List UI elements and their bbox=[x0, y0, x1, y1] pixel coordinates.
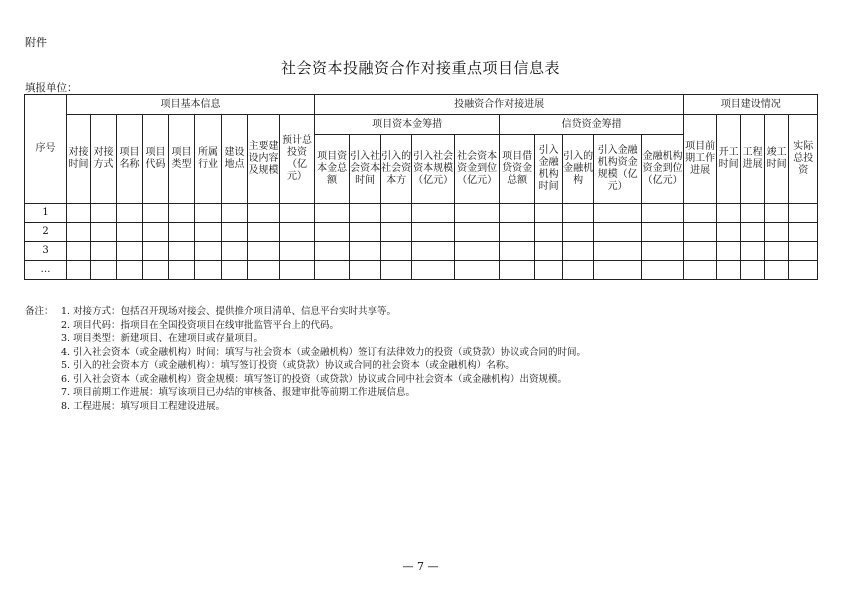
note-text: 引入的社会资本方（或金融机构）：填写签订投资（或贷款）协议或合同的社会资本（或金融机构）名称。 bbox=[73, 360, 515, 371]
note-item bbox=[25, 305, 586, 319]
table-cell[interactable] bbox=[222, 242, 248, 261]
table-cell[interactable] bbox=[563, 204, 594, 223]
table-row bbox=[25, 261, 818, 280]
table-cell[interactable] bbox=[412, 242, 455, 261]
table-cell[interactable] bbox=[412, 204, 455, 223]
table-cell[interactable] bbox=[717, 223, 741, 242]
table-cell[interactable] bbox=[169, 261, 195, 280]
table-cell[interactable] bbox=[717, 261, 741, 280]
table-cell[interactable] bbox=[350, 223, 381, 242]
note-text: 工程进展：填写项目工程建设进展。 bbox=[73, 400, 226, 412]
note-item bbox=[25, 319, 586, 333]
page-number: — 7 — bbox=[402, 560, 439, 573]
table-cell[interactable] bbox=[535, 204, 563, 223]
table-cell[interactable] bbox=[195, 204, 222, 223]
table-cell[interactable] bbox=[684, 261, 717, 280]
table-cell[interactable] bbox=[789, 261, 818, 280]
table-cell[interactable] bbox=[143, 204, 169, 223]
col-social-capital-scale: 引入社会资本规模（亿元） bbox=[412, 135, 455, 204]
table-cell[interactable] bbox=[280, 204, 315, 223]
table-cell[interactable] bbox=[500, 223, 535, 242]
note-item bbox=[25, 346, 586, 360]
table-cell[interactable] bbox=[765, 261, 789, 280]
table-cell[interactable] bbox=[594, 223, 642, 242]
col-capital-total: 项目资本金总额 bbox=[315, 135, 350, 204]
table-cell[interactable] bbox=[248, 261, 280, 280]
table-cell[interactable] bbox=[684, 223, 717, 242]
table-cell[interactable] bbox=[315, 242, 350, 261]
table-cell[interactable] bbox=[741, 223, 765, 242]
note-number: 8. bbox=[61, 400, 71, 412]
row-number: 1 bbox=[25, 204, 67, 223]
table-cell[interactable] bbox=[535, 261, 563, 280]
note-number: 2. bbox=[61, 319, 71, 331]
row-number: 2 bbox=[25, 223, 67, 242]
table-cell[interactable] bbox=[594, 261, 642, 280]
note-text: 项目前期工作进展：填写该项目已办结的审核备、报建审批等前期工作进展信息。 bbox=[73, 387, 416, 398]
table-cell[interactable] bbox=[741, 261, 765, 280]
table-cell[interactable] bbox=[315, 204, 350, 223]
note-number: 7. bbox=[61, 387, 71, 398]
info-table bbox=[24, 94, 818, 280]
notes-section bbox=[25, 305, 586, 413]
table-cell[interactable] bbox=[642, 223, 684, 242]
table-cell[interactable] bbox=[315, 261, 350, 280]
subgroup-capital-header: 项目资本金筹措 bbox=[315, 115, 500, 135]
col-financial-party: 引入的金融机构 bbox=[563, 135, 594, 204]
col-project-code: 项目代码 bbox=[143, 115, 169, 204]
col-dock-time: 对接时间 bbox=[67, 115, 91, 204]
table-cell[interactable] bbox=[535, 223, 563, 242]
table-cell[interactable] bbox=[222, 204, 248, 223]
note-item bbox=[25, 373, 586, 387]
group-investment-header: 投融资合作对接进展 bbox=[315, 95, 684, 115]
table-cell[interactable] bbox=[789, 204, 818, 223]
table-cell[interactable] bbox=[195, 223, 222, 242]
col-financial-scale: 引入金融机构资金规模（亿元） bbox=[594, 135, 642, 204]
table-cell[interactable] bbox=[381, 242, 412, 261]
col-industry: 所属行业 bbox=[195, 115, 222, 204]
table-cell[interactable] bbox=[67, 261, 91, 280]
note-item bbox=[25, 359, 586, 373]
col-start-time: 开工时间 bbox=[717, 115, 741, 204]
table-cell[interactable] bbox=[169, 204, 195, 223]
table-cell[interactable] bbox=[315, 223, 350, 242]
table-cell[interactable] bbox=[169, 223, 195, 242]
table-cell[interactable] bbox=[563, 261, 594, 280]
table-cell[interactable] bbox=[642, 204, 684, 223]
table-cell[interactable] bbox=[350, 261, 381, 280]
table-cell[interactable] bbox=[684, 204, 717, 223]
table-cell[interactable] bbox=[117, 204, 143, 223]
attachment-label: 附件 bbox=[25, 36, 47, 49]
table-cell[interactable] bbox=[563, 242, 594, 261]
note-text: 引入社会资本（或金融机构）时间：填写与社会资本（或金融机构）签订有法律效力的投资（或贷款）协议或合同的时间。 bbox=[73, 346, 587, 358]
table-cell[interactable] bbox=[412, 261, 455, 280]
table-cell[interactable] bbox=[350, 204, 381, 223]
table-cell[interactable] bbox=[642, 261, 684, 280]
table-cell[interactable] bbox=[195, 261, 222, 280]
col-loan-total: 项目借贷资金总额 bbox=[500, 135, 535, 204]
table-cell[interactable] bbox=[381, 223, 412, 242]
note-text: 引入社会资本（或金融机构）资金规模：填写签订的投资（或贷款）协议或合同中社会资本（或金融机构）出资规模。 bbox=[73, 373, 568, 385]
col-financial-arrived: 金融机构资金到位（亿元） bbox=[642, 135, 684, 204]
table-cell[interactable] bbox=[67, 242, 91, 261]
table-cell[interactable] bbox=[143, 242, 169, 261]
note-number: 1. bbox=[61, 306, 71, 317]
col-location: 建设地点 bbox=[222, 115, 248, 204]
group-basic-header: 项目基本信息 bbox=[67, 95, 315, 115]
table-row bbox=[25, 223, 818, 242]
col-completion: 竣工时间 bbox=[765, 115, 789, 204]
col-progress: 工程进展 bbox=[741, 115, 765, 204]
note-item bbox=[25, 400, 586, 414]
note-item bbox=[25, 332, 586, 346]
table-cell[interactable] bbox=[455, 223, 500, 242]
col-project-name: 项目名称 bbox=[117, 115, 143, 204]
notes-label: 备注： bbox=[25, 306, 54, 317]
table-cell[interactable] bbox=[765, 204, 789, 223]
note-text: 项目类型：新建项目、在建项目或存量项目。 bbox=[73, 333, 264, 344]
table-cell[interactable] bbox=[91, 261, 117, 280]
table-cell[interactable] bbox=[455, 261, 500, 280]
table-cell[interactable] bbox=[765, 223, 789, 242]
col-financial-time: 引入金融机构时间 bbox=[535, 135, 563, 204]
table-row bbox=[25, 204, 818, 223]
row-number: … bbox=[25, 261, 67, 280]
table-cell[interactable] bbox=[248, 223, 280, 242]
table-cell[interactable] bbox=[280, 223, 315, 242]
seq-header: 序号 bbox=[25, 95, 67, 204]
table-cell[interactable] bbox=[741, 204, 765, 223]
note-text: 对接方式：包括召开现场对接会、提供推介项目清单、信息平台实时共享等。 bbox=[73, 306, 397, 317]
table-cell[interactable] bbox=[350, 242, 381, 261]
table-cell[interactable] bbox=[412, 223, 455, 242]
col-actual-investment: 实际总投资 bbox=[789, 115, 818, 204]
table-cell[interactable] bbox=[500, 204, 535, 223]
table-cell[interactable] bbox=[455, 204, 500, 223]
note-number: 5. bbox=[61, 360, 71, 371]
table-cell[interactable] bbox=[91, 223, 117, 242]
table-cell[interactable] bbox=[117, 242, 143, 261]
table-cell[interactable] bbox=[563, 223, 594, 242]
col-project-type: 项目类型 bbox=[169, 115, 195, 204]
table-cell[interactable] bbox=[222, 261, 248, 280]
table-cell[interactable] bbox=[67, 223, 91, 242]
table-cell[interactable] bbox=[117, 261, 143, 280]
table-cell[interactable] bbox=[91, 204, 117, 223]
table-cell[interactable] bbox=[248, 204, 280, 223]
col-dock-method: 对接方式 bbox=[91, 115, 117, 204]
table-cell[interactable] bbox=[91, 242, 117, 261]
table-cell[interactable] bbox=[67, 204, 91, 223]
col-main-content: 主要建设内容及规模 bbox=[248, 115, 280, 204]
col-estimated-investment: 预计总投资（亿元） bbox=[280, 115, 315, 204]
table-cell[interactable] bbox=[455, 242, 500, 261]
table-cell[interactable] bbox=[594, 242, 642, 261]
table-cell[interactable] bbox=[280, 261, 315, 280]
table-cell[interactable] bbox=[765, 242, 789, 261]
table-cell[interactable] bbox=[642, 242, 684, 261]
row-number: 3 bbox=[25, 242, 67, 261]
subgroup-credit-header: 信贷资金筹措 bbox=[500, 115, 684, 135]
table-cell[interactable] bbox=[789, 223, 818, 242]
table-cell[interactable] bbox=[381, 261, 412, 280]
table-cell[interactable] bbox=[381, 204, 412, 223]
table-cell[interactable] bbox=[741, 242, 765, 261]
col-social-capital-time: 引入社会资本时间 bbox=[350, 135, 381, 204]
note-number: 3. bbox=[61, 333, 71, 344]
table-cell[interactable] bbox=[248, 242, 280, 261]
note-item bbox=[25, 386, 586, 400]
note-number: 6. bbox=[61, 373, 71, 385]
table-cell[interactable] bbox=[789, 242, 818, 261]
table-row bbox=[25, 242, 818, 261]
document-title: 社会资本投融资合作对接重点项目信息表 bbox=[280, 59, 560, 77]
table-cell[interactable] bbox=[717, 242, 741, 261]
note-text: 项目代码：指项目在全国投资项目在线审批监管平台上的代码。 bbox=[73, 319, 340, 331]
table-cell[interactable] bbox=[500, 261, 535, 280]
col-social-capital-arrived: 社会资本资金到位（亿元） bbox=[455, 135, 500, 204]
table-cell[interactable] bbox=[195, 242, 222, 261]
table-cell[interactable] bbox=[280, 242, 315, 261]
table-cell[interactable] bbox=[684, 242, 717, 261]
group-construction-header: 项目建设情况 bbox=[684, 95, 818, 115]
table-cell[interactable] bbox=[222, 223, 248, 242]
col-social-capital-party: 引入的社会资本方 bbox=[381, 135, 412, 204]
table-cell[interactable] bbox=[117, 223, 143, 242]
note-number: 4. bbox=[61, 346, 71, 358]
table-cell[interactable] bbox=[535, 242, 563, 261]
table-cell[interactable] bbox=[594, 204, 642, 223]
table-cell[interactable] bbox=[143, 261, 169, 280]
table-cell[interactable] bbox=[717, 204, 741, 223]
table-cell[interactable] bbox=[169, 242, 195, 261]
fill-unit-label: 填报单位： bbox=[25, 82, 78, 94]
table-cell[interactable] bbox=[143, 223, 169, 242]
table-cell[interactable] bbox=[500, 242, 535, 261]
col-preliminary: 项目前期工作进展 bbox=[684, 115, 717, 204]
